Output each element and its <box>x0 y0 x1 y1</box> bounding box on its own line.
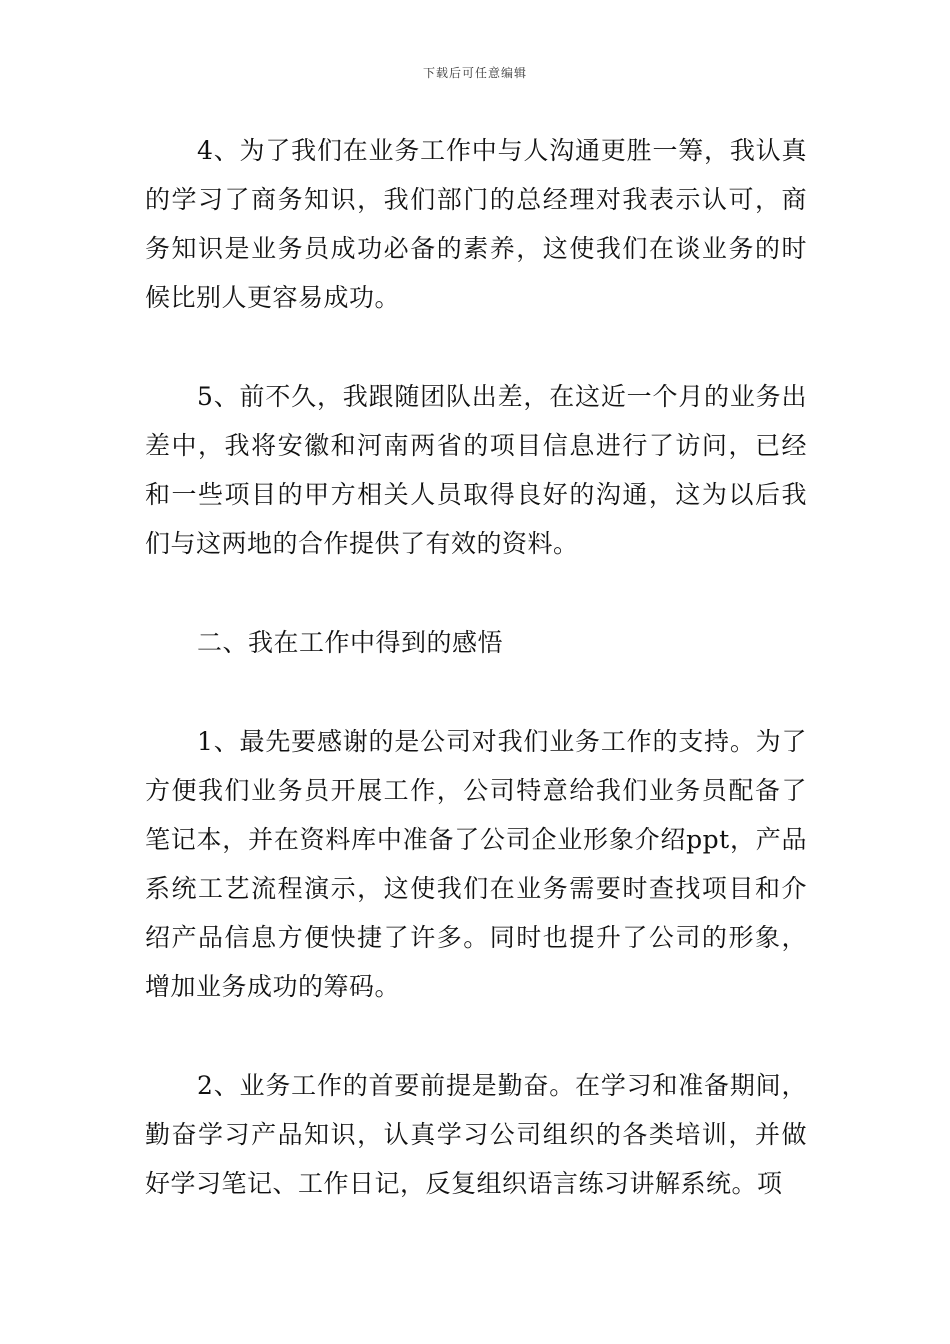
section-heading: 二、我在工作中得到的感悟 <box>197 628 504 657</box>
paragraph-item-2: 2、业务工作的首要前提是勤奋。在学习和准备期间，勤奋学习产品知识，认真学习公司组织的各类培训，并做好学习笔记、工作日记，反复组织语言练习讲解系统。项 <box>145 1071 807 1198</box>
paragraph-spacer <box>145 1011 807 1061</box>
paragraph-item-1: 1、最先要感谢的是公司对我们业务工作的支持。为了方便我们业务员开展工作，公司特意给我们业务员配备了笔记本，并在资料库中准备了公司企业形象介绍ppt，产品系统工艺流程演示，这使我们在业务需要时查找项目和介绍产品信息方便快捷了许多。同时也提升了公司的形象，增加业务成功的筹码。 <box>145 727 807 1001</box>
page-header-note: 下载后可任意编辑 <box>422 66 527 80</box>
document-body <box>145 126 807 1208</box>
paragraph-spacer <box>145 568 807 618</box>
paragraph-spacer <box>145 322 807 372</box>
paragraph-item-5: 5、前不久，我跟随团队出差，在这近一个月的业务出差中，我将安徽和河南两省的项目信息进行了访问，已经和一些项目的甲方相关人员取得良好的沟通，这为以后我们与这两地的合作提供了有效的资料。 <box>145 382 807 558</box>
paragraph-spacer <box>145 667 807 717</box>
paragraph-item-4: 4、为了我们在业务工作中与人沟通更胜一筹，我认真的学习了商务知识，我们部门的总经理对我表示认可，商务知识是业务员成功必备的素养，这使我们在谈业务的时候比别人更容易成功。 <box>145 136 807 312</box>
